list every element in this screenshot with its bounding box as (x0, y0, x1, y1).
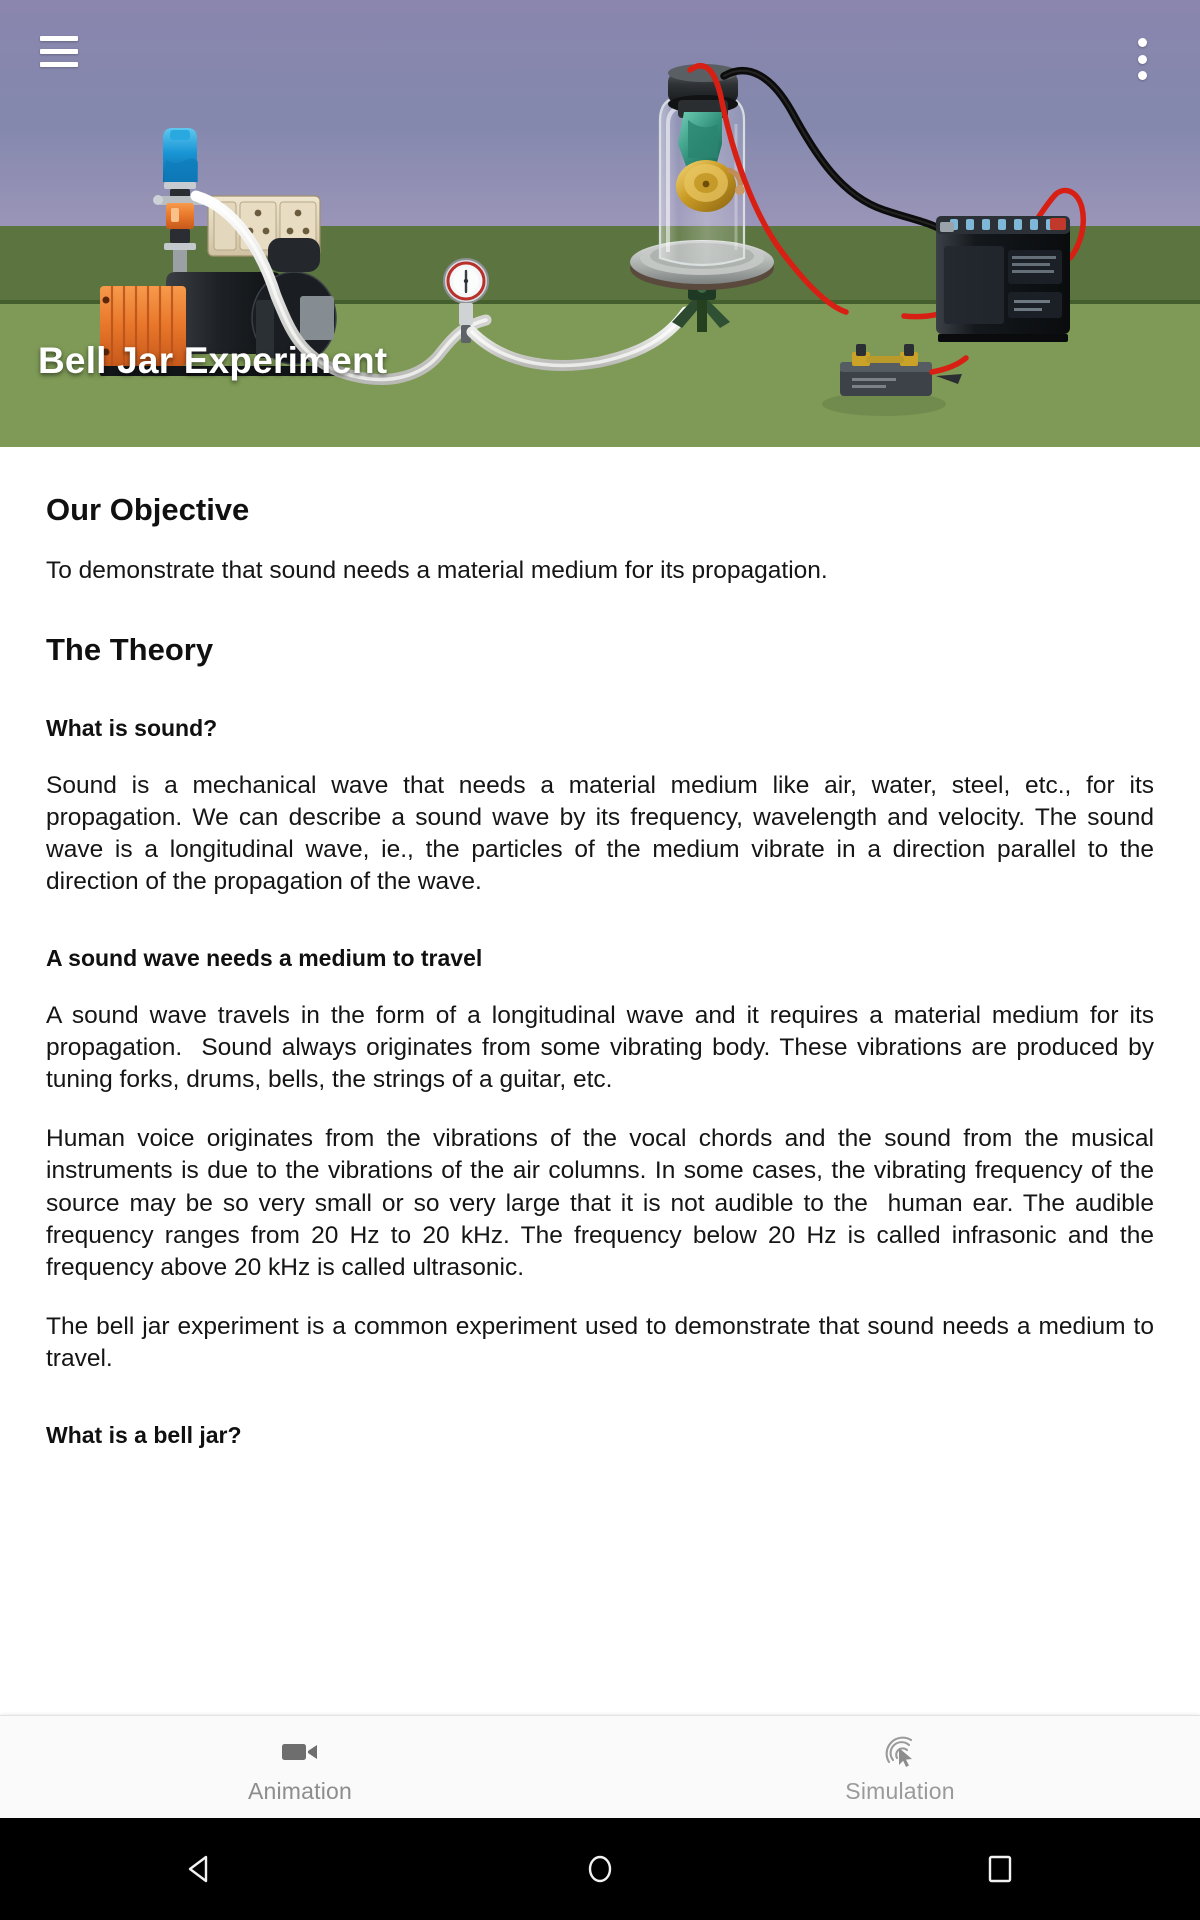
article-content[interactable] (0, 447, 1200, 1715)
paragraph-longitudinal-wave: A sound wave travels in the form of a longitudinal wave and it requires a material medium for its propagation. Sound always originates from some vibrating body. These vibrations are produced by tuning forks, drums, bells, the strings of a guitar, etc. (46, 1002, 1161, 1094)
tab-animation[interactable] (0, 1716, 600, 1819)
page-title: Bell Jar Experiment (38, 340, 388, 381)
tab-simulation-label: Simulation (845, 1777, 955, 1804)
paragraph-bell-jar-experiment: The bell jar experiment is a common experiment used to demonstrate that sound needs a medium to travel. (46, 1312, 1161, 1372)
objective-heading: Our Objective (46, 492, 250, 527)
back-triangle-icon[interactable] (140, 1834, 260, 1904)
click-cursor-icon (883, 1735, 917, 1769)
recents-square-icon[interactable] (940, 1834, 1060, 1904)
hamburger-bar-3 (40, 62, 78, 67)
objective-text: To demonstrate that sound needs a material medium for its propagation. (46, 557, 828, 585)
overflow-dot-1 (1138, 38, 1147, 47)
tab-animation-label: Animation (247, 1777, 353, 1804)
tab-simulation[interactable] (600, 1716, 1200, 1819)
section-heading-medium-to-travel: A sound wave needs a medium to travel (46, 945, 483, 972)
bottom-tab-bar (0, 1715, 1200, 1819)
section-heading-what-is-bell-jar: What is a bell jar? (46, 1421, 242, 1448)
hamburger-menu-icon[interactable] (40, 36, 82, 70)
home-circle-icon[interactable] (540, 1834, 660, 1904)
video-camera-icon (282, 1735, 318, 1769)
hamburger-bar-2 (40, 49, 78, 54)
android-navigation-bar (0, 1818, 1200, 1920)
section-heading-what-is-sound: What is sound? (46, 715, 218, 742)
paragraph-sound-definition: Sound is a mechanical wave that needs a material medium like air, water, steel, etc., for its propagation. We can describe a sound wave by its frequency, wavelength and velocity. The sound wave is a longitudinal wave, ie., the particles of the medium vibrate in a direction parallel to the direction of the propagation of the wave. (46, 772, 1161, 896)
hamburger-bar-1 (40, 36, 78, 41)
hero-banner (0, 0, 1200, 447)
paragraph-human-voice: Human voice originates from the vibrations of the vocal chords and the sound from the musical instruments is due to the vibrations of the air columns. In some cases, the vibrating frequency of the source may be so very small or so very large that it is not audible to the human ear. The audible frequency ranges from 20 Hz to 20 kHz. The frequency below 20 Hz is called infrasonic and the frequency above 20 kHz is called ultrasonic. (46, 1125, 1161, 1281)
overflow-dot-2 (1138, 55, 1147, 64)
theory-heading: The Theory (46, 632, 214, 668)
overflow-dot-3 (1138, 71, 1147, 80)
more-vertical-icon[interactable] (1130, 38, 1154, 80)
